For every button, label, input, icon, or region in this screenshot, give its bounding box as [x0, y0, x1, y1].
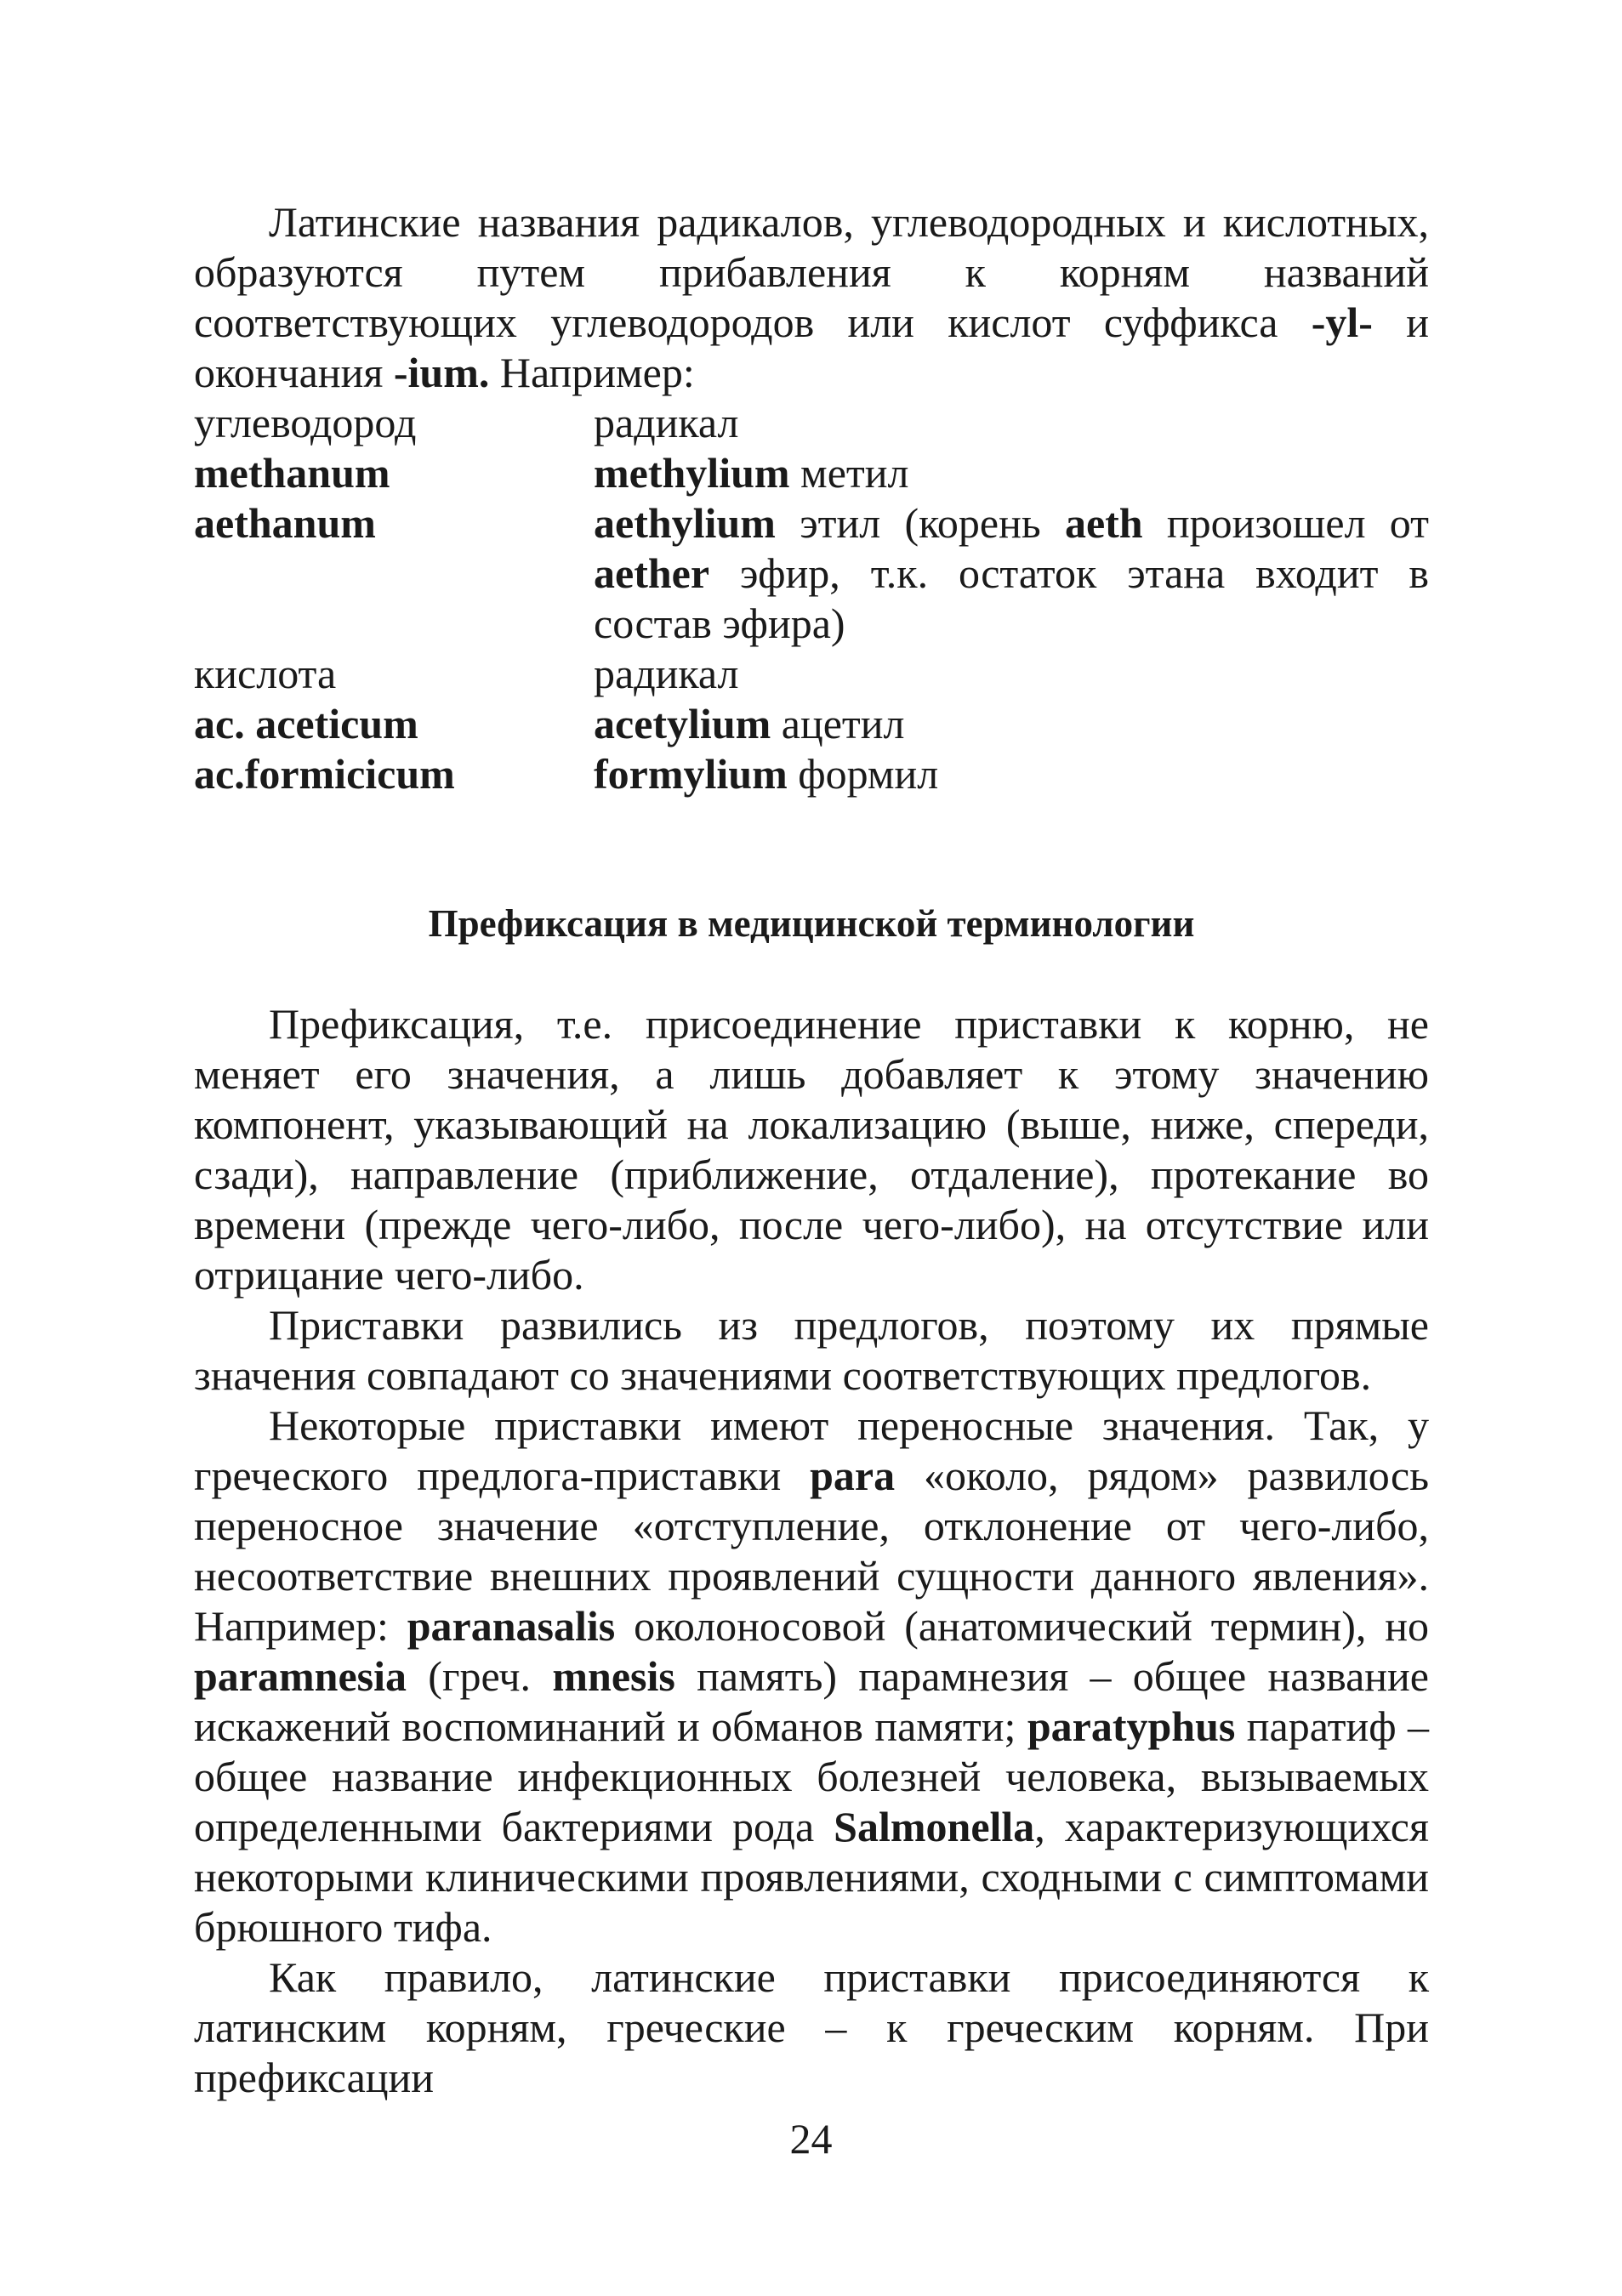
latin-term: ac. aceticum: [194, 700, 418, 747]
intro-paragraph: [194, 197, 1429, 398]
latin-term: acetylium: [594, 700, 771, 747]
term: mnesis: [552, 1652, 675, 1700]
translation: эфир, т.к. остаток этана входит в состав эфира): [594, 549, 1429, 647]
body-paragraph: [194, 1401, 1429, 1952]
latin-term: methylium: [594, 449, 790, 497]
translation: метил: [789, 449, 909, 497]
latin-term: formylium: [594, 750, 788, 798]
term: para: [810, 1452, 896, 1499]
body-paragraph: Приставки развились из предлогов, поэтому их прямые значения совпадают со значениями соответствующих предлогов.: [194, 1301, 1429, 1399]
column-header: радикал: [594, 650, 739, 697]
latin-term: aethylium: [594, 499, 776, 547]
column-header: кислота: [194, 650, 337, 697]
section-heading: Префиксация в медицинской терминологии: [428, 902, 1195, 945]
table-row: [194, 498, 1429, 649]
table-row: [194, 649, 1429, 699]
paragraph-text: (греч.: [407, 1652, 553, 1700]
radical-table: [194, 398, 1429, 799]
suffix-term: -yl-: [1311, 298, 1373, 346]
latin-term: ac.formicicum: [194, 750, 455, 798]
table-row: [194, 749, 1429, 799]
ending-term: -ium.: [393, 349, 490, 396]
table-row: [194, 398, 1429, 448]
column-header: углеводород: [194, 399, 417, 446]
body-paragraph: Как правило, латинские приставки присоединяются к латинским корням, греческие – к греческим корням. При префиксации: [194, 1953, 1429, 2101]
page-number: 24: [789, 2115, 833, 2162]
table-row: [194, 699, 1429, 749]
translation: произошел от: [1142, 499, 1429, 547]
term: paramnesia: [194, 1652, 407, 1700]
paragraph-text: Некоторые приставки имеют переносные значения. Так, у греческого предлога-приставки: [194, 1401, 1429, 1499]
term: paranasalis: [407, 1602, 616, 1650]
paragraph-text: «около, рядом» развилось переносное значение «отступление, отклонение от чего-либо, несоответствие внешних проявлений сущности данного явления». Например:: [194, 1452, 1429, 1650]
translation: ацетил: [771, 700, 905, 747]
page-content: [194, 197, 1429, 2103]
intro-text: Например:: [489, 349, 695, 396]
table-row: [194, 448, 1429, 498]
latin-term: methanum: [194, 449, 390, 497]
paragraph-text: память) парамнезия – общее название искажений воспоминаний и обманов памяти;: [194, 1652, 1429, 1750]
latin-term: aethanum: [194, 499, 376, 547]
paragraph-text: , характеризующихся некоторыми клиническими проявлениями, сходными с симптомами брюшного тифа.: [194, 1803, 1429, 1951]
translation: этил (корень: [775, 499, 1065, 547]
body-paragraph: Префиксация, т.е. присоединение приставки к корню, не меняет его значения, а лишь добавляет к этому значению компонент, указывающий на локализацию (выше, ниже, спереди, сзади), направление (приближение, отдаление), протекание во времени (прежде чего-либо, после чего-либо), на отсутствие или отрицание чего-либо.: [194, 1000, 1429, 1299]
paragraph-text: паратиф – общее название инфекционных болезней человека, вызываемых определенными бактериями рода: [194, 1702, 1429, 1850]
intro-text: и окончания: [194, 298, 1429, 396]
column-header: радикал: [594, 399, 739, 446]
intro-text: Латинские названия радикалов, углеводородных и кислотных, образуются путем прибавления к корням названий соответствующих углеводородов или кислот суффикса: [194, 198, 1429, 346]
translation: формил: [787, 750, 939, 798]
term: paratyphus: [1027, 1702, 1236, 1750]
paragraph-text: околоносовой (анатомический термин), но: [615, 1602, 1429, 1650]
latin-term: aeth: [1064, 499, 1143, 547]
latin-term: aether: [594, 549, 710, 597]
term: Salmonella: [834, 1803, 1035, 1850]
